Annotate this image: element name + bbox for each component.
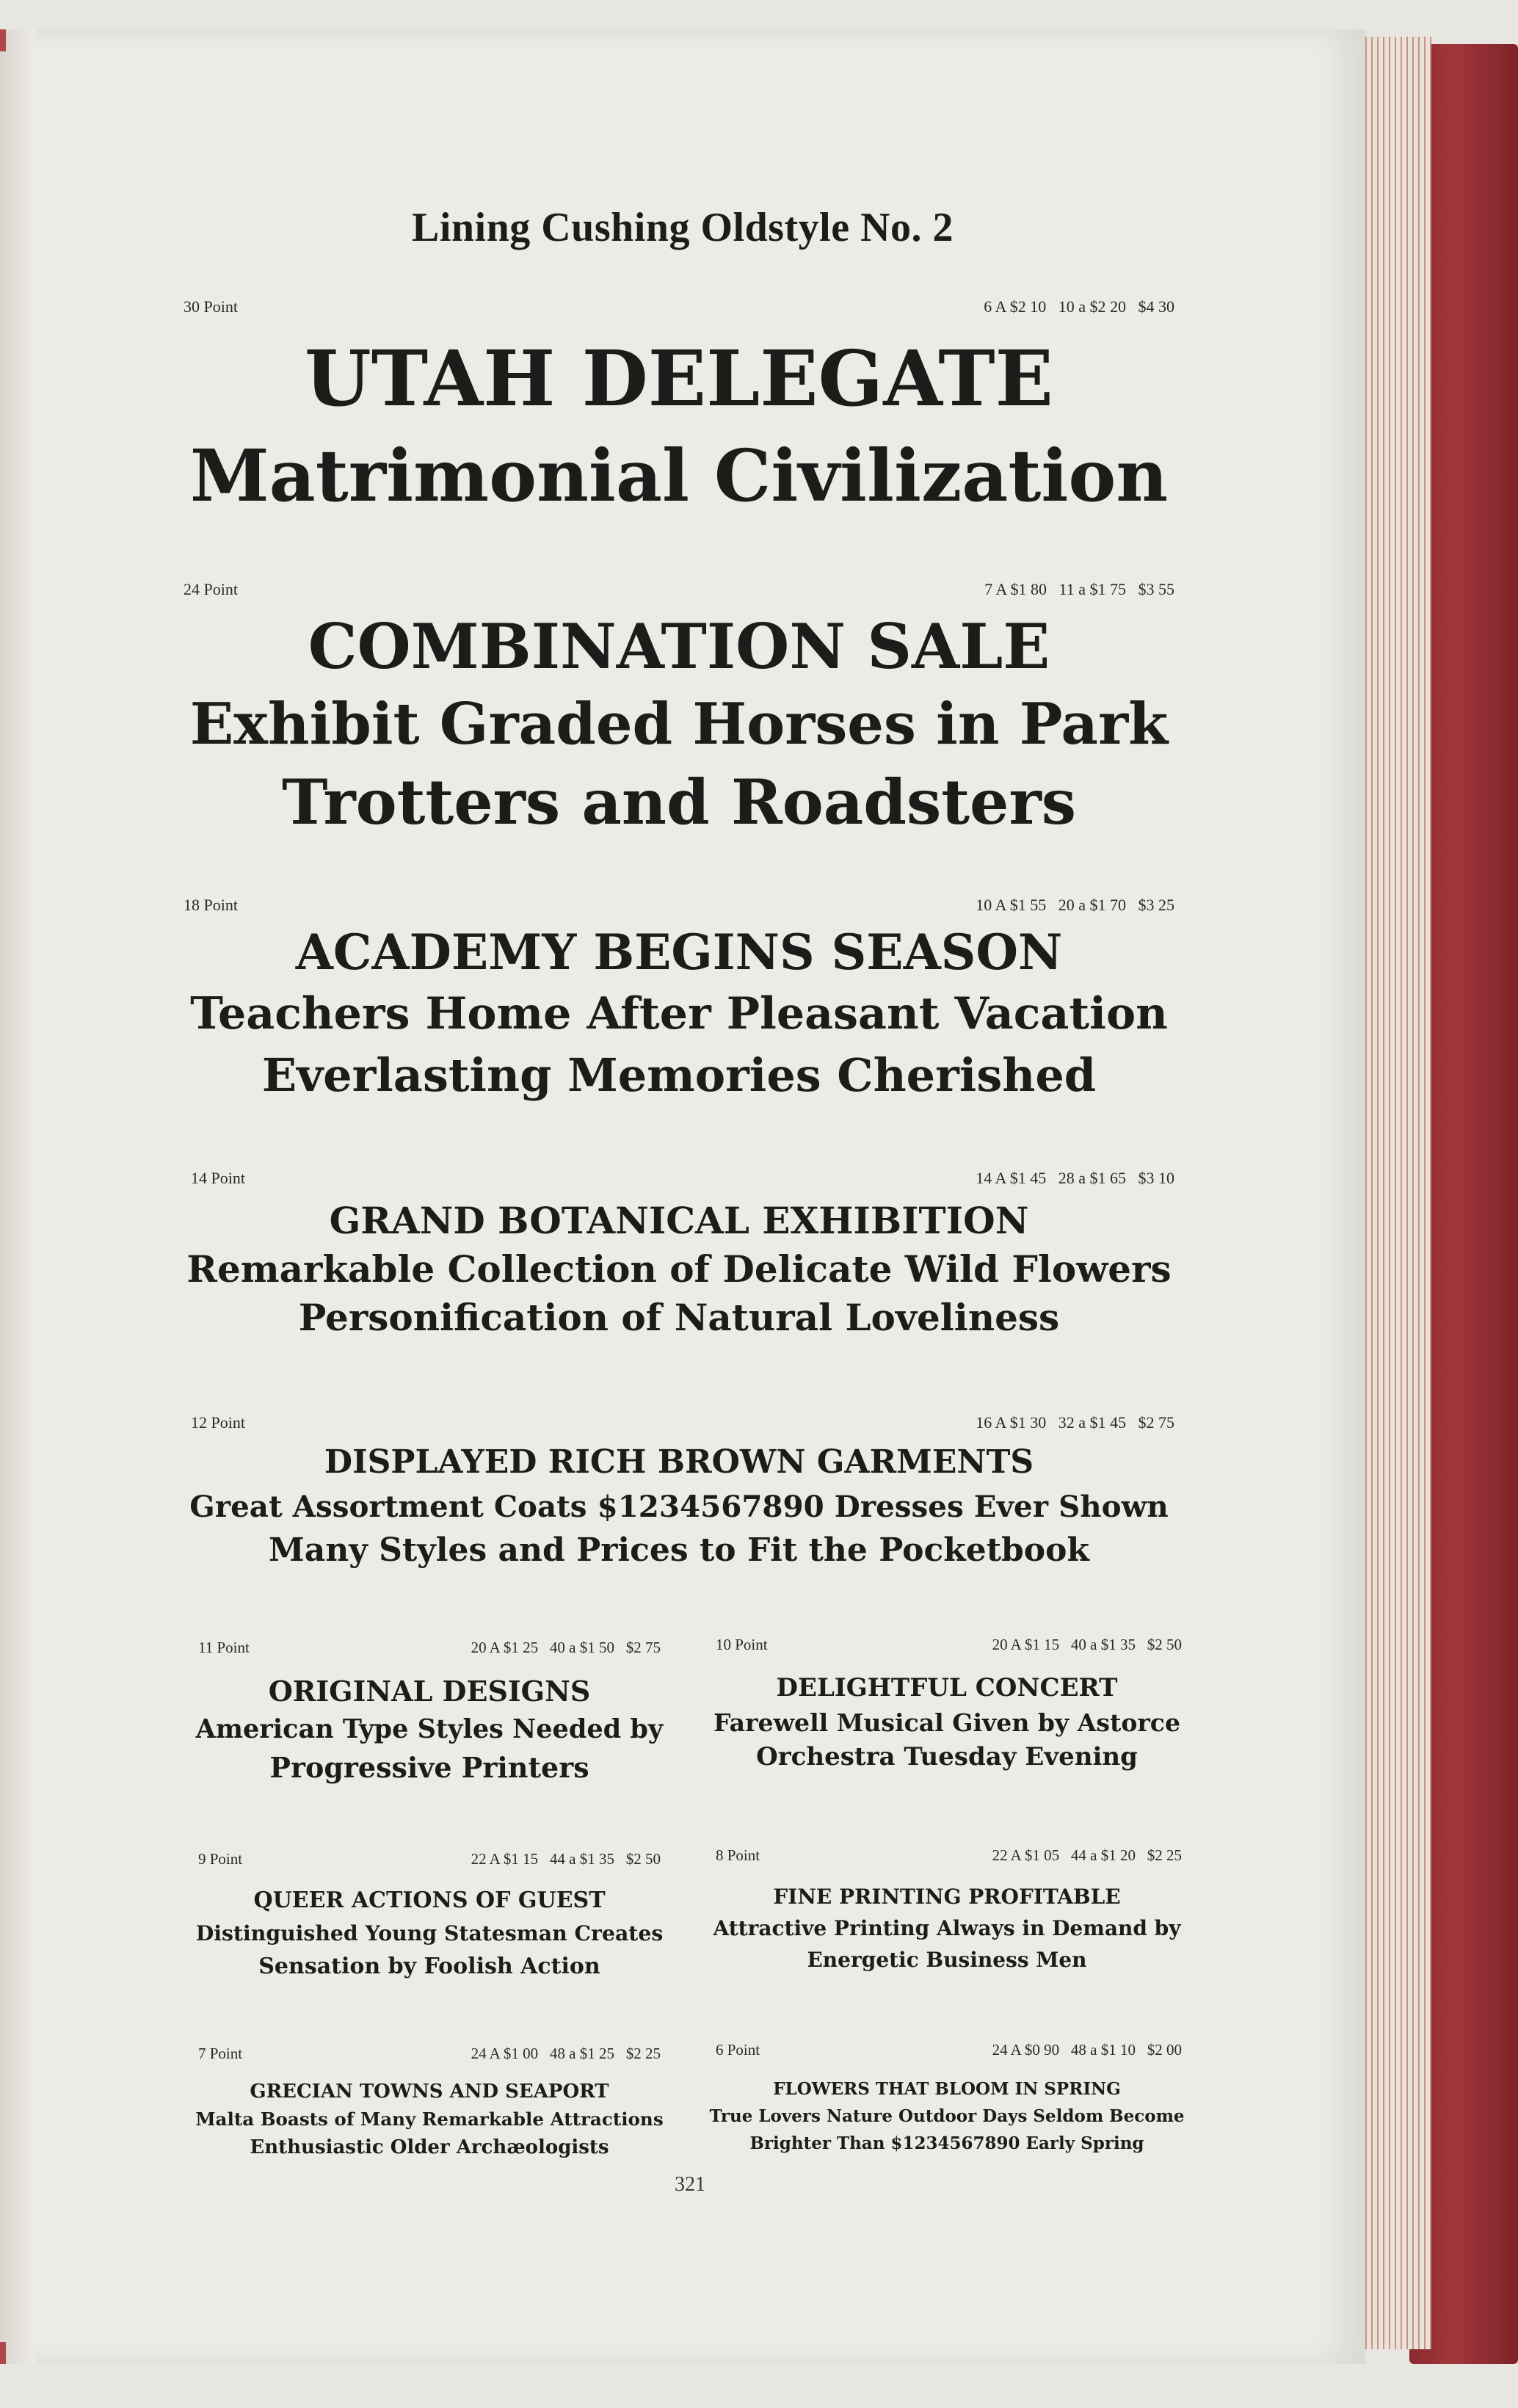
specimen-header: [716, 1636, 1182, 1657]
price-label: 6 A $2 10 10 a $2 20 $4 30: [984, 297, 1174, 316]
specimen-line: GRECIAN TOWNS AND SEAPORT: [250, 2081, 609, 2103]
specimen-line: FLOWERS THAT BLOOM IN SPRING: [773, 2079, 1121, 2099]
point-size-label: 8 Point: [716, 1846, 760, 1864]
point-size-label: 30 Point: [184, 297, 238, 316]
specimen-header: [184, 580, 1174, 602]
point-size-label: 24 Point: [184, 580, 238, 598]
specimen-header: [191, 1169, 1174, 1191]
specimen-sample: [180, 608, 1178, 841]
price-label: 20 A $1 15 40 a $1 35 $2 50: [992, 1636, 1182, 1653]
point-size-label: 10 Point: [716, 1636, 768, 1653]
price-label: 24 A $1 00 48 a $1 25 $2 25: [471, 2045, 661, 2062]
specimen-line: Personification of Natural Loveliness: [298, 1296, 1060, 1339]
price-label: 20 A $1 25 40 a $1 50 $2 75: [471, 1639, 661, 1656]
specimen-sample: [708, 1881, 1185, 1976]
point-size-label: 9 Point: [198, 1850, 243, 1868]
specimen-header: [716, 1846, 1182, 1868]
specimen-line: GRAND BOTANICAL EXHIBITION: [329, 1199, 1029, 1242]
specimen-line: Teachers Home After Pleasant Vacation: [190, 987, 1168, 1040]
specimen-sample: [708, 1671, 1185, 1774]
specimen-line: Attractive Printing Always in Demand by: [713, 1916, 1181, 1940]
specimen-line: Remarkable Collection of Delicate Wild Flowers: [186, 1247, 1172, 1291]
specimen-line: QUEER ACTIONS OF GUEST: [253, 1887, 606, 1913]
specimen-line: True Lovers Nature Outdoor Days Seldom Become: [709, 2106, 1185, 2126]
specimen-line: FINE PRINTING PROFITABLE: [773, 1885, 1121, 1909]
point-size-label: 12 Point: [191, 1413, 245, 1432]
specimen-header: [716, 2041, 1182, 2062]
specimen-line: DISPLAYED RICH BROWN GARMENTS: [324, 1443, 1034, 1481]
page-number: 321: [675, 2173, 705, 2196]
specimen-line: Exhibit Graded Horses in Park: [189, 691, 1169, 758]
specimen-line: Brighter Than $1234567890 Early Spring: [749, 2133, 1144, 2153]
specimen-line: UTAH DELEGATE: [305, 333, 1053, 424]
specimen-sample: [180, 921, 1178, 1106]
specimen-sample: [191, 1672, 668, 1787]
specimen-sample: [180, 1440, 1178, 1573]
price-label: 16 A $1 30 32 a $1 45 $2 75: [976, 1413, 1174, 1432]
specimen-line: ACADEMY BEGINS SEASON: [295, 924, 1063, 981]
price-label: 7 A $1 80 11 a $1 75 $3 55: [984, 580, 1174, 598]
specimen-sample: [191, 2078, 668, 2161]
page-title: Lining Cushing Oldstyle No. 2: [411, 205, 954, 250]
specimen-sample: [180, 330, 1178, 524]
specimen-header: [184, 297, 1174, 319]
left-binding: [0, 29, 35, 2364]
specimen-line: Sensation by Foolish Action: [258, 1954, 600, 1979]
specimen-line: Progressive Printers: [269, 1751, 589, 1784]
price-label: 10 A $1 55 20 a $1 70 $3 25: [976, 896, 1174, 914]
specimen-line: American Type Styles Needed by: [195, 1714, 664, 1744]
specimen-line: Energetic Business Men: [807, 1948, 1087, 1972]
specimen-line: COMBINATION SALE: [308, 610, 1050, 683]
specimen-header: [198, 1850, 661, 1871]
specimen-line: Trotters and Roadsters: [281, 766, 1077, 838]
point-size-label: 6 Point: [716, 2041, 760, 2059]
specimen-header: [198, 2045, 661, 2066]
specimen-line: ORIGINAL DESIGNS: [268, 1675, 591, 1708]
specimen-line: Many Styles and Prices to Fit the Pocketbook: [268, 1531, 1089, 1569]
price-label: 22 A $1 05 44 a $1 20 $2 25: [992, 1846, 1182, 1864]
specimen-line: Enthusiastic Older Archæologists: [250, 2136, 609, 2158]
specimen-line: DELIGHTFUL CONCERT: [776, 1673, 1118, 1702]
price-label: 24 A $0 90 48 a $1 10 $2 00: [992, 2041, 1182, 2059]
specimen-line: Orchestra Tuesday Evening: [756, 1742, 1138, 1771]
specimen-line: Farewell Musical Given by Astorce: [713, 1708, 1180, 1737]
price-label: 22 A $1 15 44 a $1 35 $2 50: [471, 1850, 661, 1868]
specimen-line: Malta Boasts of Many Remarkable Attractions: [195, 2108, 664, 2130]
specimen-line: Distinguished Young Statesman Creates: [195, 1921, 664, 1945]
point-size-label: 11 Point: [198, 1639, 250, 1656]
specimen-header: [198, 1639, 661, 1660]
specimen-sample: [191, 1884, 668, 1983]
point-size-label: 7 Point: [198, 2045, 243, 2062]
price-label: 14 A $1 45 28 a $1 65 $3 10: [976, 1169, 1174, 1187]
specimen-line: Everlasting Memories Cherished: [261, 1048, 1097, 1102]
point-size-label: 18 Point: [184, 896, 238, 914]
specimen-line: Great Assortment Coats $1234567890 Dresses Ever Shown: [189, 1489, 1169, 1524]
specimen-sample: [180, 1197, 1178, 1342]
specimen-header: [191, 1413, 1174, 1435]
specimen-sample: [708, 2075, 1185, 2157]
specimen-line: Matrimonial Civilization: [189, 434, 1169, 518]
specimen-header: [184, 896, 1174, 918]
point-size-label: 14 Point: [191, 1169, 245, 1187]
